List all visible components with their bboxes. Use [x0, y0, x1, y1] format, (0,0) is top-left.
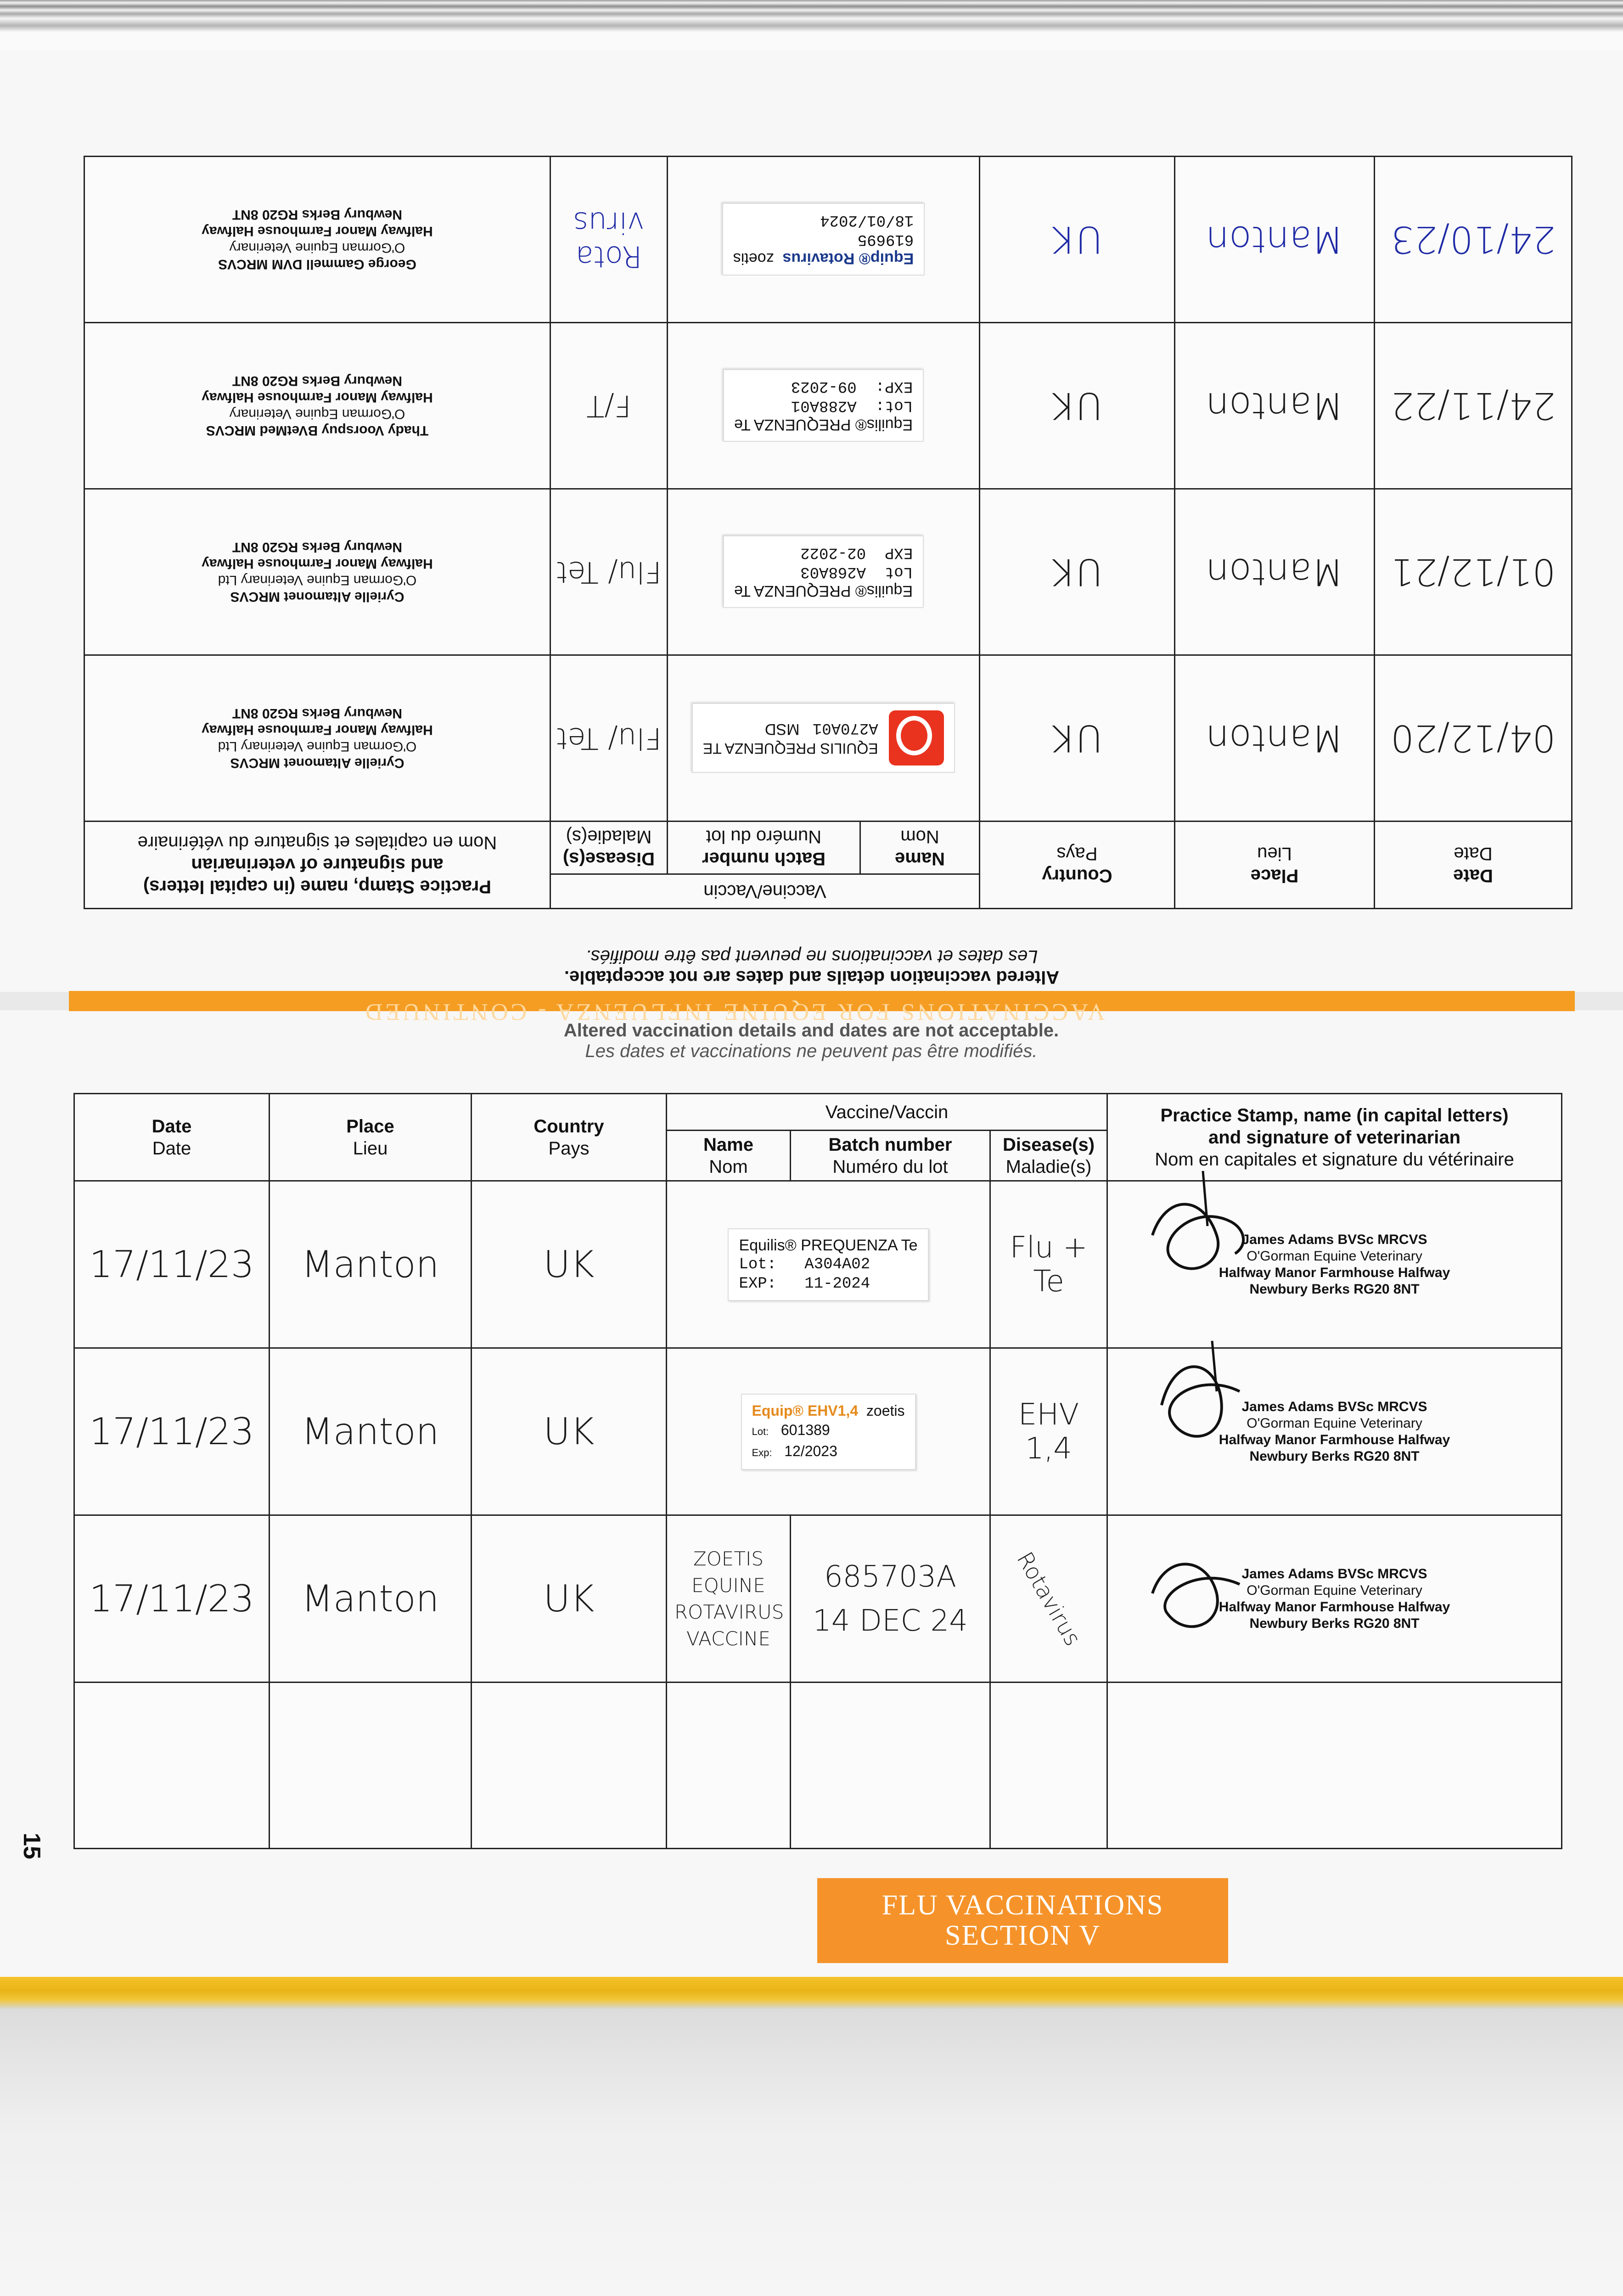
sticker-exp: 11-2024 — [804, 1275, 870, 1293]
sticker-brand: Equip® EHV1,4 — [752, 1402, 859, 1419]
vaccine-sticker — [741, 1394, 916, 1470]
upper-notice-fr: Les dates et vaccinations ne peuvent pas être modifiés. — [585, 946, 1038, 967]
sticker-lot: 601389 — [781, 1421, 830, 1438]
vet-stamp-cell — [84, 157, 550, 323]
section-title-line1: FLU VACCINATIONS — [882, 1890, 1164, 1921]
empty-cell[interactable] — [990, 1683, 1107, 1849]
table-row — [74, 1181, 1562, 1348]
page-number: 15 — [18, 1833, 45, 1859]
sticker-brand: Equilis® PREQUENZA Te — [734, 582, 913, 600]
sticker-exp: 18/01/2024 — [820, 211, 914, 229]
header-name: Name Nom — [860, 822, 980, 874]
entry-disease: Flu + Te — [990, 1181, 1107, 1348]
header-vaccine: Vaccine/Vaccin — [550, 874, 979, 909]
entry-disease: EHV 1,4 — [990, 1348, 1107, 1515]
entry-place: Manton — [1175, 323, 1375, 489]
header-name: Name Nom — [667, 1131, 791, 1181]
sticker-exp-key: EXP — [884, 544, 913, 562]
sticker-exp-key: Exp: — [752, 1446, 772, 1458]
entry-country: UK — [980, 323, 1175, 489]
vaccine-label-cell — [668, 489, 980, 655]
sticker-manufacturer: MSD — [764, 720, 800, 738]
entry-batch-number: 685703A — [824, 1559, 957, 1594]
table-row — [74, 1348, 1562, 1515]
header-date: Date Date — [74, 1094, 270, 1181]
header-vaccine: Vaccine/Vaccin — [667, 1094, 1107, 1131]
table-row-empty — [74, 1683, 1562, 1849]
vaccine-sticker — [723, 536, 924, 608]
entry-place: Manton — [270, 1181, 472, 1348]
entry-country: UK — [980, 157, 1175, 323]
header-country: Country Pays — [472, 1094, 667, 1181]
empty-cell[interactable] — [1107, 1683, 1562, 1849]
vet-stamp-cell — [84, 323, 550, 489]
sticker-manufacturer: zoetis — [866, 1402, 905, 1419]
entry-country: UK — [472, 1181, 667, 1348]
sticker-brand: Equilis® PREQUENZA Te — [739, 1236, 918, 1254]
section-band — [69, 991, 1575, 1025]
header-date: Date Date — [1375, 822, 1572, 909]
vet-stamp-cell — [84, 489, 550, 655]
sticker-lot-key: Lot: — [875, 397, 913, 415]
entry-disease: Rota virus — [550, 157, 667, 323]
prequenza-logo-icon — [889, 711, 944, 766]
vaccine-label-cell — [667, 1181, 990, 1348]
entry-country: UK — [472, 1348, 667, 1515]
sticker-lot-key: Lot: — [739, 1255, 777, 1273]
entry-place: Manton — [1175, 157, 1375, 323]
header-place: Place Lieu — [1175, 822, 1375, 909]
vet-stamp-cell — [84, 655, 550, 822]
upside-down-page — [0, 0, 1623, 1125]
upper-vaccination-table — [84, 156, 1572, 909]
entry-date: 17/11/23 — [74, 1181, 270, 1348]
vaccine-label-cell — [668, 323, 980, 489]
header-batch: Batch number Numéro du lot — [791, 1131, 990, 1181]
header-stamp: Practice Stamp, name (in capital letters) and signature of veterinarian Nom en capitales et signature du vétérinaire — [84, 822, 550, 909]
table-row — [84, 323, 1572, 489]
sticker-lot-key: Lot: — [752, 1425, 769, 1437]
vaccine-label-cell — [668, 157, 980, 323]
sticker-lot: A288A01 — [791, 397, 857, 415]
sticker-brand: Equip® Rotavirus — [782, 250, 914, 268]
sticker-manufacturer: zoetis — [733, 250, 774, 268]
sticker-lot: A268A03 — [800, 563, 866, 581]
entry-country: UK — [980, 655, 1175, 822]
entry-place: Manton — [270, 1348, 472, 1515]
empty-cell[interactable] — [270, 1683, 472, 1849]
band-text: VACCINATIONS FOR EQUINE INFLUENZA - CONTINUED — [363, 999, 1105, 1025]
section-title-box — [817, 1878, 1228, 1963]
sticker-exp: 12/2023 — [784, 1442, 837, 1459]
vet-stamp: James Adams BVSc MRCVS O'Gorman Equine Veterinary Halfway Manor Farmhouse Halfway Newbury Berks RG20 8NT — [1219, 1399, 1450, 1464]
header-stamp: Practice Stamp, name (in capital letters) and signature of veterinarian Nom en capitales et signature du vétérinaire — [1107, 1094, 1562, 1181]
table-row — [84, 655, 1572, 822]
sticker-exp: 09-2023 — [791, 377, 857, 395]
table-row — [84, 157, 1572, 323]
entry-date: 24/11/22 — [1375, 323, 1572, 489]
vet-signature-3 — [1139, 1529, 1258, 1667]
sticker-lot: 619695 — [857, 231, 914, 248]
sticker-lot: A304A02 — [804, 1255, 870, 1273]
vet-stamp: Thady Voorspuy BVetMed MRCVS O'Gorman Equine Veterinary Halfway Manor Farmhouse Halfway Newbury Berks RG20 8NT — [202, 373, 433, 439]
entry-disease: F/T — [550, 323, 667, 489]
upper-notice-en: Altered vaccination details and dates are not acceptable. — [564, 967, 1060, 987]
vet-stamp: George Gammell DVM MRCVS O'Gorman Equine Veterinary Halfway Manor Farmhouse Halfway Newbury Berks RG20 8NT — [202, 207, 433, 272]
entry-date: 17/11/23 — [74, 1515, 270, 1683]
entry-batch — [791, 1515, 990, 1683]
entry-vaccine-name: ZOETIS EQUINE ROTAVIRUS VACCINE — [667, 1515, 791, 1683]
header-place: Place Lieu — [270, 1094, 472, 1181]
vet-stamp: Cyrielle Altamonet MRCVS O'Gorman Equine Veterinary Ltd Halfway Manor Farmhouse Halfway Newbury Berks RG20 8NT — [202, 540, 433, 605]
sticker-lot: A270A01 — [812, 719, 878, 737]
entry-place: Manton — [1175, 655, 1375, 822]
vaccine-sticker — [728, 1228, 928, 1301]
entry-date: 17/11/23 — [74, 1348, 270, 1515]
table-row — [84, 489, 1572, 655]
table-row — [74, 1515, 1562, 1683]
entry-country: UK — [472, 1515, 667, 1683]
lower-notice — [398, 1020, 1224, 1062]
header-disease: Disease(s) Maladie(s) — [550, 822, 667, 874]
entry-place: Manton — [1175, 489, 1375, 655]
vet-signature-2 — [1143, 1332, 1263, 1479]
vet-signature-1 — [1139, 1166, 1258, 1313]
empty-cell[interactable] — [472, 1683, 667, 1849]
vet-stamp: Cyrielle Altamonet MRCVS O'Gorman Equine Veterinary Ltd Halfway Manor Farmhouse Halfway Newbury Berks RG20 8NT — [202, 706, 433, 771]
entry-date: 04/12/20 — [1375, 655, 1572, 822]
vet-stamp: James Adams BVSc MRCVS O'Gorman Equine Veterinary Halfway Manor Farmhouse Halfway Newbury Berks RG20 8NT — [1219, 1232, 1450, 1297]
sticker-lot-key: Lot — [884, 563, 913, 581]
sticker-exp: 02-2022 — [800, 544, 866, 562]
empty-cell[interactable] — [74, 1683, 270, 1849]
lower-notice-en: Altered vaccination details and dates are not acceptable. — [563, 1020, 1059, 1041]
entry-disease: Rotavirus — [990, 1515, 1107, 1683]
sticker-brand: EQUILIS PREQUENZA TE — [702, 740, 878, 757]
entry-place: Manton — [270, 1515, 472, 1683]
page-edge-bottom — [0, 1977, 1623, 2009]
sticker-exp-key: EXP: — [875, 377, 913, 395]
lower-vaccination-table — [73, 1093, 1562, 1849]
vet-stamp: James Adams BVSc MRCVS O'Gorman Equine Veterinary Halfway Manor Farmhouse Halfway Newbury Berks RG20 8NT — [1219, 1566, 1450, 1631]
sticker-brand: Equilis® PREQUENZA Te — [734, 416, 913, 434]
vaccine-sticker — [723, 370, 924, 442]
empty-cell[interactable] — [667, 1683, 791, 1849]
header-disease: Disease(s) Maladie(s) — [990, 1131, 1107, 1181]
header-country: Country Pays — [980, 822, 1175, 909]
sticker-exp-key: EXP: — [739, 1275, 777, 1293]
entry-batch-expiry: 14 DEC 24 — [813, 1604, 968, 1638]
vaccine-label-cell — [668, 655, 980, 822]
entry-disease: Flu/ Tet — [550, 655, 667, 822]
scanner-background — [0, 2009, 1623, 2296]
upper-notice — [399, 946, 1225, 987]
entry-date: 24/10/23 — [1375, 157, 1572, 323]
section-title-line2: SECTION V — [945, 1920, 1101, 1951]
vaccine-label-cell — [667, 1348, 990, 1515]
entry-disease: Flu/ Tet — [550, 489, 667, 655]
lower-notice-fr: Les dates et vaccinations ne peuvent pas être modifiés. — [585, 1041, 1038, 1061]
vaccine-sticker — [722, 203, 925, 276]
entry-country: UK — [980, 489, 1175, 655]
empty-cell[interactable] — [791, 1683, 990, 1849]
vaccine-sticker — [692, 703, 955, 773]
header-batch: Batch number Numéro du lot — [668, 822, 860, 874]
entry-date: 01/12/21 — [1375, 489, 1572, 655]
